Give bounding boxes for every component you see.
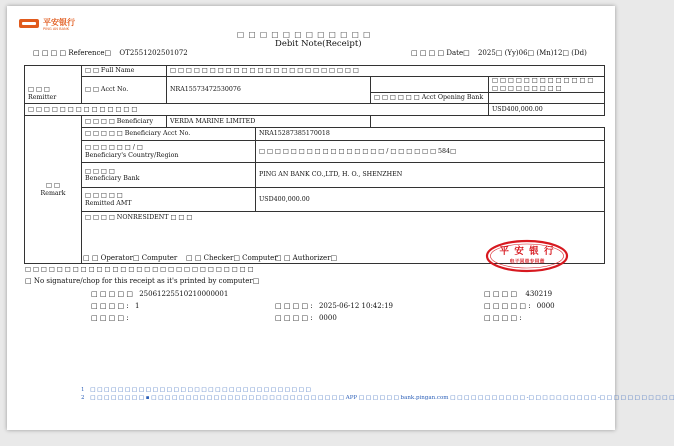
country-label-en: Beneficiary's Country/Region <box>85 151 179 159</box>
date-label: □ □ □ □ Date□ <box>411 49 470 57</box>
teller-value-label: □ □ □ □ : <box>275 314 313 322</box>
footer-text-2a: □ □ □ □ □ □ □ □ ▪ □ □ □ □ □ □ □ □ □ □ □ □ □ □ □ □ □ □ □ □ □ □ □ □ □ □ □ □ <box>90 395 344 401</box>
opening-bank-label-cell <box>371 77 489 93</box>
footer-num-1: 1 <box>81 387 85 393</box>
time-value: 2025-06-12 10:42:19 <box>318 302 393 310</box>
serial-value: 25061225510210000001 <box>139 290 229 298</box>
full-name-value: □ □ □ □ □ □ □ □ □ □ □ □ □ □ □ □ □ □ □ □ □ □ □ □ <box>167 66 605 77</box>
beneficiary-acct-value: NRA15287385170018 <box>256 128 605 141</box>
logo-name-cn: 平安银行 <box>43 18 75 27</box>
title-cn: □ □ □ □ □ □ □ □ □ □ □ □ <box>237 30 372 39</box>
footer-site-link[interactable]: bank.pingan.com <box>400 395 449 401</box>
serial-label: □ □ □ □ □ <box>91 290 133 298</box>
bank-logo <box>19 14 89 34</box>
code-label: □ □ □ □ <box>484 290 518 298</box>
receipt-page <box>7 6 674 430</box>
r2-value: 0000 <box>536 302 555 310</box>
country-value: □ □ □ □ □ □ □ □ □ □ □ □ □ □ □ □ / □ □ □ □ □ □ 584□ <box>256 141 605 163</box>
country-label <box>82 141 256 163</box>
footer-note-2 <box>81 395 674 402</box>
count-value: 1 <box>134 302 140 310</box>
beneficiary-bank-label-en: Beneficiary Bank <box>85 175 140 182</box>
beneficiary-value: VERDA MARINE LIMITED <box>167 116 371 128</box>
footer-num-2: 2 <box>81 395 85 401</box>
opening-bank-label: □ □ □ □ □ □ Acct Opening Bank <box>371 93 489 104</box>
remark-label-en: Remark <box>40 189 66 197</box>
nonresident-note: □ □ □ □ NONRESIDENT □ □ □ <box>82 212 605 224</box>
code-line <box>484 290 552 299</box>
footer-note-1 <box>81 387 311 394</box>
beneficiary-bank-label-cn: □ □ □ □ <box>85 167 115 175</box>
footer-text-1: □ □ □ □ □ □ □ □ □ □ □ □ □ □ □ □ □ □ □ □ □ □ □ □ □ □ □ □ □ □ □ □ <box>90 387 311 393</box>
reference-line <box>33 49 188 58</box>
remitted-amt-label <box>82 188 256 212</box>
beneficiary-label: □ □ □ □ Beneficiary <box>82 116 167 128</box>
opening-bank-extra <box>489 93 605 104</box>
footer-text-2c: □ □ □ □ □ □ □ □ □ □ □ -□ □ □ □ □ □ □ □ □ □ -□ □ □ □ □ □ □ □ □ □ □ <box>450 395 674 401</box>
teller-value: 0000 <box>318 314 337 322</box>
code-value: 430219 <box>525 290 553 298</box>
teller-value-line <box>275 314 337 323</box>
count-label: □ □ □ □ : <box>91 302 129 310</box>
country-label-cn: □ □ □ □ □ □ / □ <box>85 144 143 151</box>
beneficiary-acct-label: □ □ □ □ □ Beneficiary Acct No. <box>82 128 256 141</box>
teller-line <box>91 314 129 323</box>
beneficiary-bank-label <box>82 163 256 188</box>
date-line <box>411 49 587 58</box>
date-value: 2025□ (Yy)06□ (Mn)12□ (Dd) <box>477 49 587 57</box>
remitted-amt-label-cn: □ □ □ □ □ <box>85 192 123 199</box>
operator-signature: □ □ Operator□ Computer <box>83 254 178 262</box>
footer-app: APP <box>345 395 358 401</box>
time-label: □ □ □ □ : <box>275 302 313 310</box>
full-name-label: □ □ Full Name <box>82 66 167 77</box>
r3-line <box>484 314 522 323</box>
remitted-amt-label-en: Remitted AMT <box>85 199 132 207</box>
amount-value: USD400,000.00 <box>489 104 605 116</box>
logo-mark-icon <box>19 19 39 28</box>
count-line <box>91 302 139 311</box>
receipt-table <box>24 65 605 264</box>
page-title: Debit Note(Receipt) <box>275 39 362 49</box>
opening-bank-value: □ □ □ □ □ □ □ □ □ □ □ □ □ □ □ □ □ □ □ □ □ □ <box>489 77 605 93</box>
authorizer-signature: □ □ Authorizer□ <box>275 254 338 262</box>
reference-label: □ □ □ □ Reference□ <box>33 49 112 57</box>
serial-line <box>91 290 228 299</box>
r2-label: □ □ □ □ □ : <box>484 302 531 310</box>
reference-value: OT2551202501072 <box>119 49 188 57</box>
time-line <box>275 302 393 311</box>
checker-signature: □ □ Checker□ Computer <box>186 254 278 262</box>
r3-label: □ □ □ □ : <box>484 314 522 322</box>
bank-seal-stamp <box>484 238 570 274</box>
logo-name-en: PING AN BANK <box>43 27 70 31</box>
amount-in-words-label: □ □ □ □ □ □ □ □ □ □ □ □ □ □ <box>25 104 489 116</box>
acct-no-value: NRA15573472530076 <box>167 77 371 104</box>
remark-label <box>25 116 82 264</box>
teller-label: □ □ □ □ : <box>91 314 129 322</box>
remitted-amt-value: USD400,000.00 <box>256 188 605 212</box>
beneficiary-bank-value: PING AN BANK CO.,LTD, H. O., SHENZHEN <box>256 163 605 188</box>
acct-no-label: □ □ Acct No. <box>82 77 167 104</box>
beneficiary-blank <box>371 116 605 128</box>
computer-print-note: □ No signature/chop for this receipt as it's printed by computer□ <box>25 277 260 285</box>
footer-text-2b: □ □ □ □ □ □ <box>358 395 399 401</box>
r2-line <box>484 302 555 311</box>
remitter-label: □ □ □ Remitter <box>25 66 82 104</box>
seal-line2: 电子回单专用章 <box>509 259 545 265</box>
seal-line1: 平 安 银 行 <box>499 246 555 257</box>
note-line-cn: □ □ □ □ □ □ □ □ □ □ □ □ □ □ □ □ □ □ □ □ □ □ □ □ □ □ □ □ □ <box>25 266 254 273</box>
remark-label-cn: □ □ <box>46 182 60 189</box>
